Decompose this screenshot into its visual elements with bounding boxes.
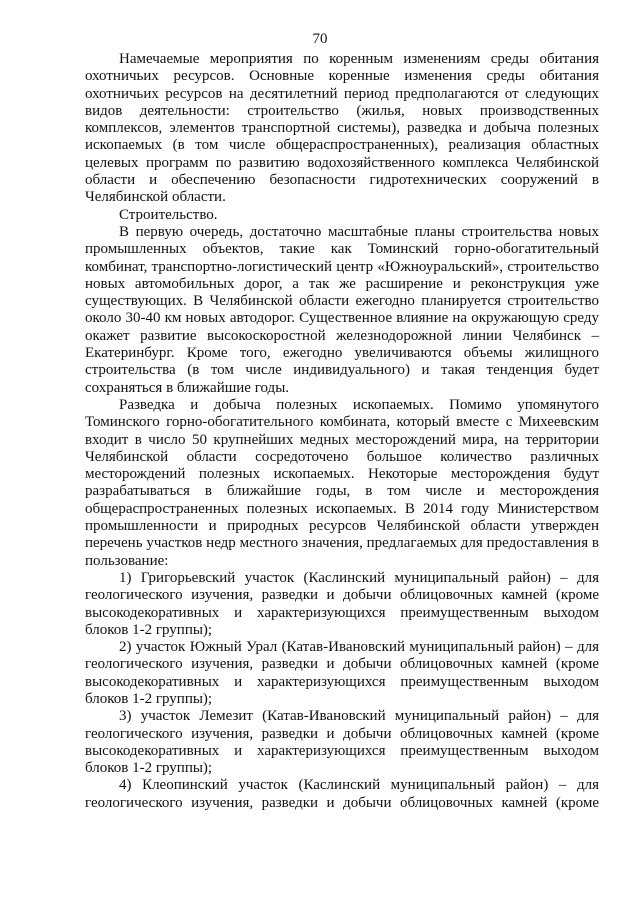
paragraph-construction: В первую очередь, достаточно масштабные планы строительства новых промышленных объектов, такие как Томинский горно-обогатительный комбинат, транспортно-логистический центр «Южноуральский», строительство новых автомобильных дорог, а так же расширение и реконструкция уже существующих. В Челябинской области ежегодно планируется строительство около 30-40 км новых автодорог. Существенное влияние на окружающую среду окажет развитие высокоскоростной железнодорожной линии Челябинск – Екатеринбург. Кроме того, ежегодно увеличиваются объемы жилищного строительства (в том числе индивидуального) и такая тенденция будет сохраняться в ближайшие годы. xyxy=(85,223,599,396)
list-item-kleopinsky: 4) Клеопинский участок (Каслинский муниципальный район) – для геологического изучения, разведки и добычи облицовочных камней (кроме xyxy=(85,777,599,811)
body-text xyxy=(85,51,599,812)
paragraph-construction-heading: Строительство. xyxy=(119,206,218,223)
paragraph-mining: Разведка и добыча полезных ископаемых. Помимо упомянутого Томинского горно-обогатительного комбината, который вместе с Михеевским входит в число 50 крупнейших медных месторождений мира, на территории Челябинской области сосредоточено большое количество различных месторождений полезных ископаемых. Некоторые месторождения будут разрабатываться в ближайшие годы, в том числе и месторождения общераспространенных полезных ископаемых. В 2014 году Министерством промышленности и природных ресурсов Челябинской области утвержден перечень участков недр местного значения, предлагаемых для предоставления в пользование: xyxy=(85,396,599,569)
list-item-lemezit: 3) участок Лемезит (Катав-Ивановский муниципальный район) – для геологического изучения, разведки и добычи облицовочных камней (кроме высокодекоративных и характеризующихся преимущественным выходом блоков 1-2 группы); xyxy=(85,708,599,777)
list-item-grigorievsky: 1) Григорьевский участок (Каслинский муниципальный район) – для геологического изучения, разведки и добычи облицовочных камней (кроме высокодекоративных и характеризующихся преимущественным выходом блоков 1-2 группы); xyxy=(85,569,599,638)
list-item-south-ural: 2) участок Южный Урал (Катав-Ивановский муниципальный район) – для геологического изучения, разведки и добычи облицовочных камней (кроме высокодекоративных и характеризующихся преимущественным выходом блоков 1-2 группы); xyxy=(85,639,599,707)
paragraph-habitat-changes: Намечаемые мероприятия по коренным изменениям среды обитания охотничьих ресурсов. Основные коренные изменения среды обитания охотничьих ресурсов на десятилетний период предполагаются от следующих видов деятельности: строительство (жилья, новых производственных комплексов, элементов транспортной системы), разведка и добыча полезных ископаемых (в том числе общераспространенных), реализация областных целевых программ по развитию водохозяйственного комплекса Челябинской области и обеспечению безопасности гидротехнических сооружений в Челябинской области. xyxy=(85,51,599,206)
page-number: 70 xyxy=(312,31,328,47)
